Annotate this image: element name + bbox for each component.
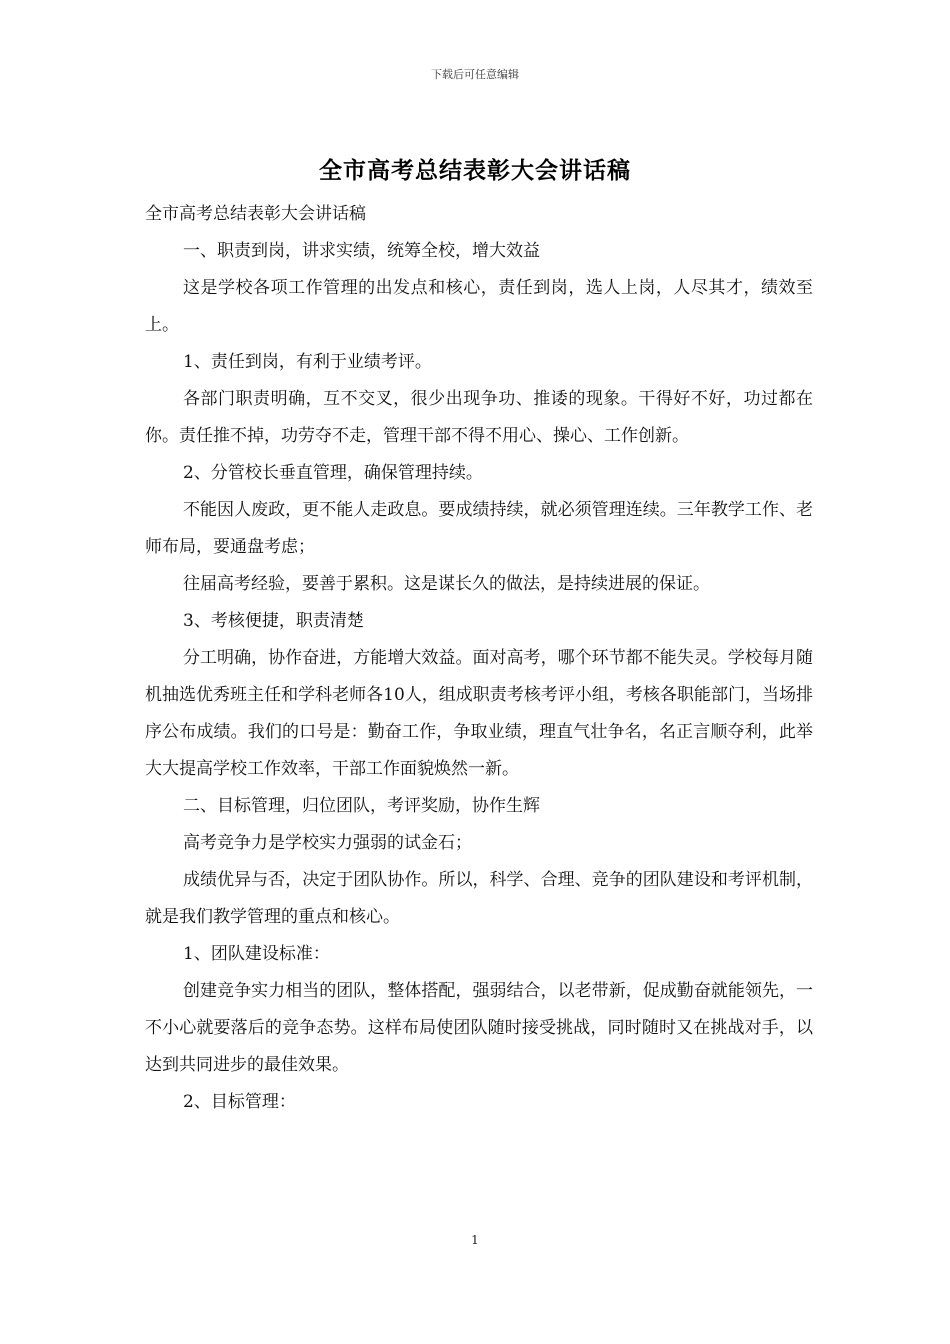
paragraph: 高考竞争力是学校实力强弱的试金石； [183, 833, 472, 853]
paragraph: 各部门职责明确，互不交叉，很少出现争功、推诿的现象。干得好不好，功过都在你。责任推不掉，功劳夺不走，管理干部不得不用心、操心、工作创新。 [145, 389, 813, 446]
paragraph: 3、考核便捷，职责清楚 [183, 611, 364, 631]
paragraph: 成绩优异与否，决定于团队协作。所以，科学、合理、竞争的团队建设和考评机制，就是我们教学管理的重点和核心。 [145, 870, 813, 927]
paragraph: 一、职责到岗，讲求实绩，统筹全校，增大效益 [183, 241, 540, 261]
paragraph: 这是学校各项工作管理的出发点和核心，责任到岗，选人上岗，人尽其才，绩效至上。 [145, 278, 813, 335]
paragraph: 全市高考总结表彰大会讲话稿 [145, 204, 366, 224]
document-body [145, 196, 813, 1121]
page-number: 1 [471, 1233, 479, 1247]
paragraph: 往届高考经验，要善于累积。这是谋长久的做法，是持续进展的保证。 [183, 574, 710, 594]
paragraph: 2、目标管理： [183, 1092, 296, 1112]
paragraph: 1、责任到岗，有利于业绩考评。 [183, 352, 432, 372]
paragraph: 2、分管校长垂直管理，确保管理持续。 [183, 463, 483, 483]
paragraph: 不能因人废政，更不能人走政息。要成绩持续，就必须管理连续。三年教学工作、老师布局，要通盘考虑； [145, 500, 813, 557]
paragraph: 二、目标管理，归位团队，考评奖励，协作生辉 [183, 796, 540, 816]
paragraph: 1、团队建设标准： [183, 944, 330, 964]
paragraph: 分工明确，协作奋进，方能增大效益。面对高考，哪个环节都不能失灵。学校每月随机抽选优秀班主任和学科老师各10人，组成职责考核考评小组，考核各职能部门，当场排序公布成绩。我们的口号是：勤奋工作，争取业绩，理直气壮争名，名正言顺夺利，此举大大提高学校工作效率，干部工作面貌焕然一新。 [145, 648, 813, 779]
header-note: 下载后可任意编辑 [431, 68, 519, 81]
document-title: 全市高考总结表彰大会讲话稿 [319, 157, 631, 184]
paragraph: 创建竞争实力相当的团队，整体搭配，强弱结合，以老带新，促成勤奋就能领先，一不小心就要落后的竞争态势。这样布局使团队随时接受挑战，同时随时又在挑战对手，以达到共同进步的最佳效果。 [145, 981, 813, 1075]
